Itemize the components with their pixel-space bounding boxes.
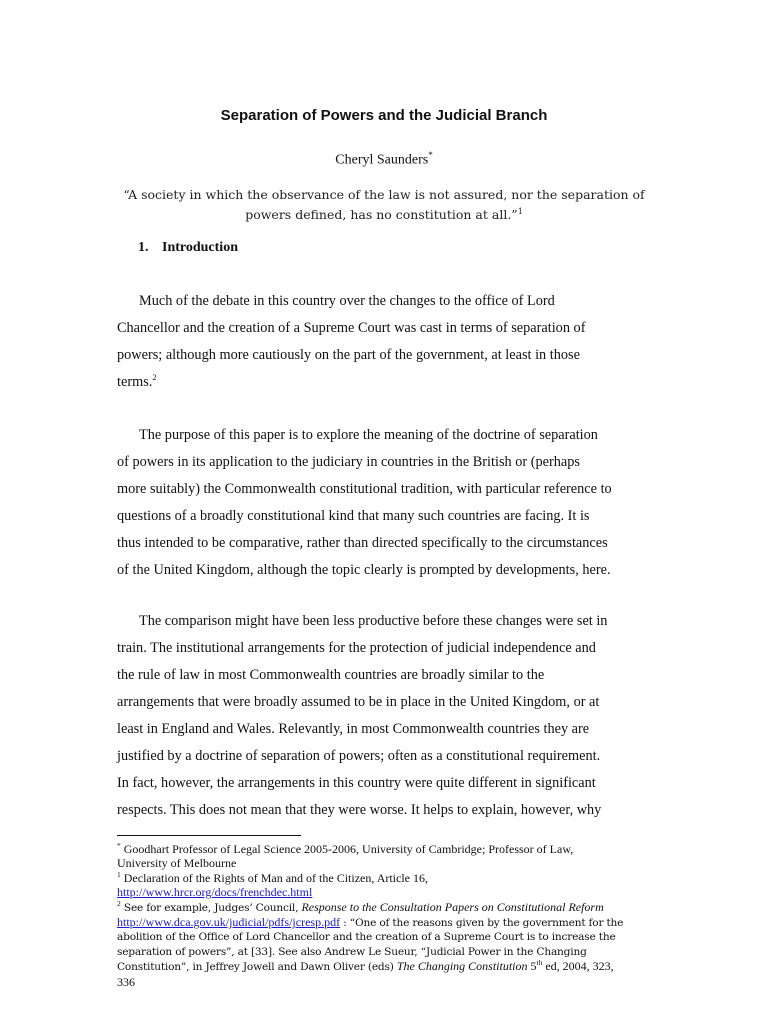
paragraph-line: more suitably) the Commonwealth constitutional tradition, with particular reference to: [117, 481, 612, 497]
footnotes: [117, 842, 657, 989]
paragraph-line: questions of a broadly constitutional kind that many such countries are facing. It is: [117, 508, 590, 524]
footnote-line: [117, 842, 657, 856]
section-number: 1.: [138, 240, 149, 255]
paragraph-line: The comparison might have been less productive before these changes were set in: [139, 613, 608, 629]
body-paragraph: [117, 608, 657, 824]
paragraph-line: arrangements that were broadly assumed to be in place in the United Kingdom, or at: [117, 694, 600, 710]
section-heading: [138, 240, 238, 256]
footnote-line: [117, 871, 657, 885]
paragraph-line: Chancellor and the creation of a Supreme Court was cast in terms of separation of: [117, 320, 586, 336]
footnote-mark: *: [117, 841, 121, 850]
footnote-line: [117, 959, 657, 974]
footnote-line: 336: [117, 974, 135, 989]
footnote-divider: [117, 835, 301, 836]
ordinal-suffix: th: [536, 958, 543, 968]
footnote-mark: 2: [117, 898, 121, 908]
footnote-text: ed, 2004, 323,: [542, 959, 614, 974]
footnote-line: [117, 885, 657, 899]
paragraph-line: Much of the debate in this country over the changes to the office of Lord: [139, 293, 555, 309]
footnote-line: [117, 900, 657, 915]
body-paragraph: [117, 422, 657, 584]
epigraph-quote: [118, 186, 650, 223]
paper-title: Separation of Powers and the Judicial Branch: [220, 107, 548, 124]
footnote-text: Constitution”, in Jeffrey Jowell and Dawn Oliver (eds): [117, 961, 397, 974]
footnote-line: abolition of the Office of Lord Chancellor and the creation of a Supreme Court is to increase the: [117, 931, 616, 944]
paragraph-line: thus intended to be comparative, rather than directed specifically to the circumstances: [117, 535, 608, 551]
author-footnote-mark[interactable]: *: [428, 150, 433, 160]
author-line: [0, 150, 768, 169]
cited-title: Response to the Consultation Papers on Constitutional Reform: [301, 899, 604, 914]
footnote-ref[interactable]: 1: [517, 207, 523, 216]
body-paragraph: [117, 288, 657, 396]
paragraph-line: [117, 369, 657, 396]
footnote-mark: 1: [117, 869, 121, 879]
footnote-text: : “One of the reasons given by the government for the: [340, 917, 624, 930]
footnote-text: Declaration of the Rights of Man and of the Citizen, Article 16,: [120, 870, 429, 885]
paragraph-line: respects. This does not mean that they were worse. It helps to explain, however, why: [117, 802, 602, 818]
paragraph-line: the rule of law in most Commonwealth countries are broadly similar to the: [117, 667, 545, 683]
cited-title: The Changing Constitution: [396, 959, 528, 974]
footnote-text: Goodhart Professor of Legal Science 2005-2006, University of Cambridge; Professor of Law,: [120, 842, 574, 856]
paragraph-line: of the United Kingdom, although the topic clearly is prompted by developments, here.: [117, 562, 611, 578]
paragraph-line: powers; although more cautiously on the part of the government, at least in those: [117, 347, 580, 363]
epigraph-line: “A society in which the observance of the law is not assured, nor the separation of: [123, 187, 645, 202]
footnote-line: separation of powers”, at [33]. See also Andrew Le Sueur, “Judicial Power in the Changing: [117, 945, 587, 958]
paragraph-line: The purpose of this paper is to explore the meaning of the doctrine of separation: [139, 427, 598, 443]
section-title: Introduction: [162, 240, 238, 255]
author-name: Cheryl Saunders: [335, 152, 429, 168]
footnote-line: University of Melbourne: [117, 856, 237, 871]
footnote-line: [117, 915, 657, 930]
epigraph-line: powers defined, has no constitution at all.”: [245, 207, 518, 223]
paragraph-line: In fact, however, the arrangements in this country were quite different in significant: [117, 775, 596, 791]
footnote-link[interactable]: http://www.hrcr.org/docs/frenchdec.html: [117, 885, 313, 900]
paragraph-line: of powers in its application to the judiciary in countries in the British or (perhaps: [117, 454, 580, 470]
footnote-ref[interactable]: 2: [152, 372, 157, 383]
paragraph-line: train. The institutional arrangements for the protection of judicial independence and: [117, 640, 596, 656]
paragraph-line: justified by a doctrine of separation of powers; often as a constitutional requirement.: [117, 748, 601, 764]
paragraph-text: terms.: [117, 374, 153, 390]
footnote-link[interactable]: http://www.dca.gov.uk/judicial/pdfs/jcresp.pdf: [117, 915, 341, 930]
footnote-text: See for example, Judges’ Council,: [120, 901, 302, 914]
footnote-text: 5: [527, 959, 537, 974]
paragraph-line: least in England and Wales. Relevantly, in most Commonwealth countries they are: [117, 721, 590, 737]
